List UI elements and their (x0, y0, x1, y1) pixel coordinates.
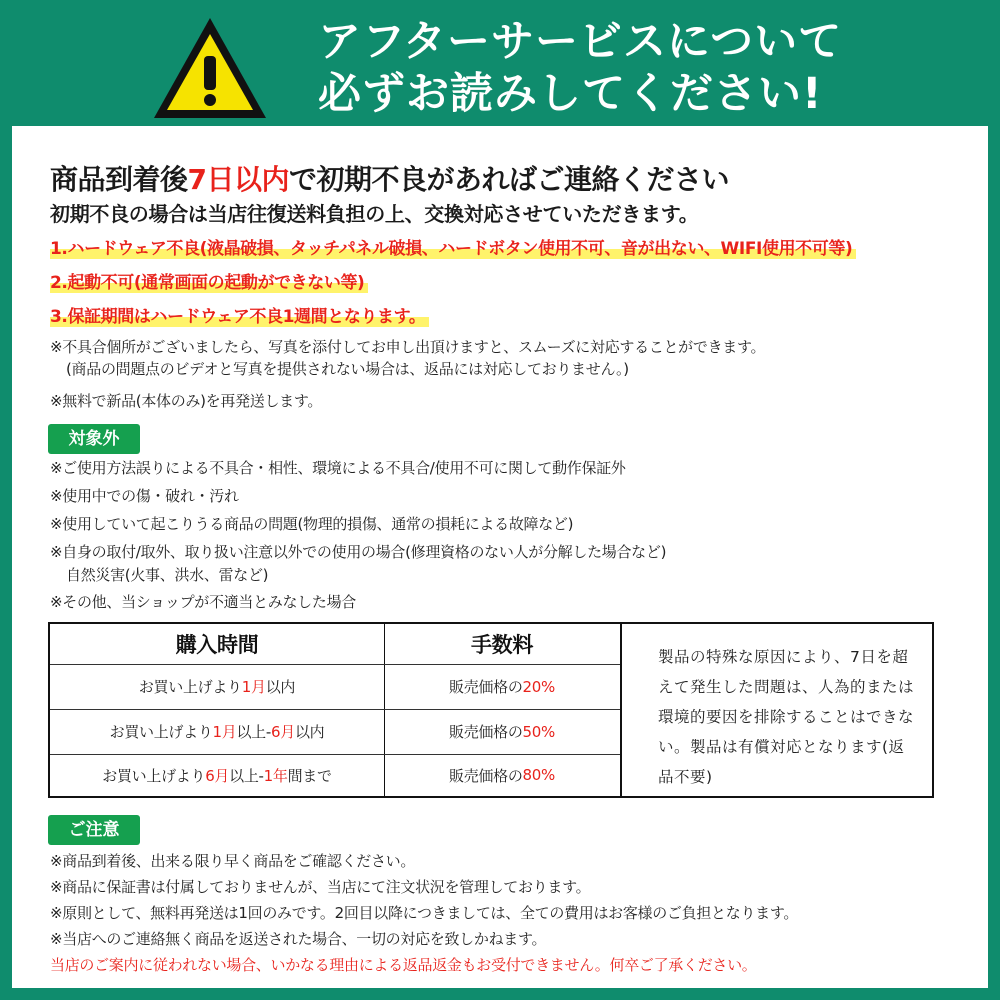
caution-line-2: ※商品に保証書は付属しておりませんが、当店にて注文状況を管理しております。 (50, 878, 591, 896)
row-2-fee: 販売価格の 50% (449, 722, 555, 741)
header-fee: 手数料 (470, 633, 534, 657)
headline (50, 158, 729, 198)
title-line-1: アフターサービスについて (318, 17, 843, 67)
warning-triangle-icon (150, 14, 270, 124)
row-2-period: お買い上げより 1月 以上- 6月 以内 (109, 723, 325, 741)
headline-red: 7日以内 (187, 163, 289, 196)
header-banner (0, 0, 1000, 126)
caution-final-red: 当店のご案内に従われない場合、いかなる理由による返品返金もお受付できません。何卒ご了承ください。 (50, 956, 757, 974)
excluded-line-4: ※自身の取付/取外、取り扱い注意以外での使用の場合(修理資格のない人が分解した場合など) (50, 543, 667, 561)
table-divider (620, 624, 622, 796)
row-3-fee: 販売価格の 80% (449, 766, 555, 785)
row-3-period: お買い上げより 6月 以上- 1年 間まで (102, 766, 332, 785)
caution-line-3: ※原則として、無料再発送は1回のみです。2回目以降につきましては、全ての費用はお客様のご負担となります。 (50, 904, 799, 922)
caution-line-4: ※当店へのご連絡無く商品を返送された場合、一切の対応を致しかねます。 (50, 930, 547, 948)
note-1: ※不具合個所がございましたら、写真を添付してお申し出頂けますと、スムーズに対応することができます。 (50, 338, 766, 356)
caution-line-1: ※商品到着後、出来る限り早く商品をご確認ください。 (50, 852, 416, 870)
excluded-line-3: ※使用していて起こりうる商品の問題(物理的損傷、通常の損耗による故障など) (50, 515, 574, 533)
caution-tag: ご注意 (48, 815, 140, 845)
excluded-tag: 対象外 (48, 424, 140, 454)
subline: 初期不良の場合は当店往復送料負担の上、交換対応させていただきます。 (50, 202, 699, 226)
title-line-2: 必ずお読みしてください! (318, 69, 823, 119)
headline-post: で初期不良があればご連絡ください (289, 163, 730, 196)
defect-item-3: 3.保証期間はハードウェア不良1週間となります。 (50, 302, 429, 327)
excluded-line-2: ※使用中での傷・破れ・汚れ (50, 487, 239, 505)
excluded-line-1: ※ご使用方法誤りによる不具合・相性、環境による不具合/使用不可に関して動作保証外 (50, 459, 626, 477)
note-2: (商品の問題点のビデオと写真を提供されない場合は、返品には対応しておりません。) (66, 360, 629, 378)
excluded-line-6: ※その他、当ショップが不適当とみなした場合 (50, 593, 356, 611)
header-purchase-time: 購入時間 (175, 633, 259, 657)
row-1-fee: 販売価格の 20% (449, 677, 555, 696)
page-title (318, 16, 842, 120)
headline-pre: 商品到着後 (50, 163, 188, 196)
row-1-period: お買い上げより 1月 以内 (138, 678, 296, 696)
table-side-note: 製品の特殊な原因により、7日を超えて発生した問題は、人為的または環境的要因を排除することはできない。製品は有償対応となります(返品不要) (658, 648, 915, 786)
defect-item-1: 1.ハードウェア不良(液晶破損、タッチパネル破損、ハードボタン使用不可、音が出ない、WIFI使用不可等) (50, 234, 856, 259)
fee-table (48, 622, 934, 798)
defect-item-2: 2.起動不可(通常画面の起動ができない等) (50, 268, 368, 293)
excluded-line-5: 自然災害(火事、洪水、雷など) (66, 566, 269, 584)
note-3: ※無料で新品(本体のみ)を再発送します。 (50, 392, 323, 410)
